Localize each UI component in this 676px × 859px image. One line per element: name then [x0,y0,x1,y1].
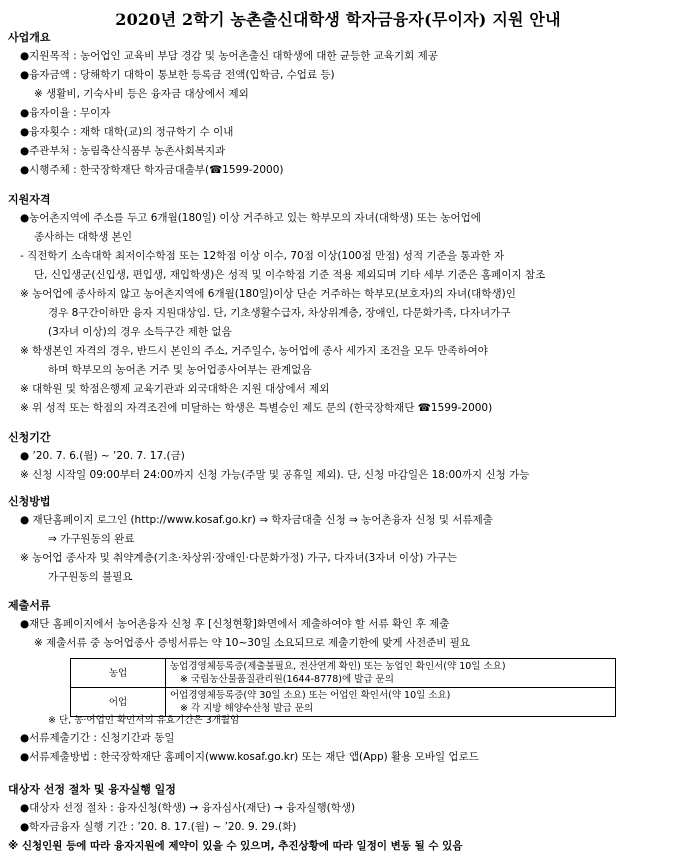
section-period [8,428,670,485]
method-note: ※ 농어업 종사자 및 취약계층(기초·차상위·장애인·다문화가정) 가구, 다자녀(3자녀 이상) 가구는 [20,552,458,564]
detail-note: ※ 각 지방 해양수산청 발급 문의 [180,703,314,714]
overview-line: ●융자금액 : 당해학기 대학이 통보한 등록금 전액(입학금, 수업료 등) [20,69,335,81]
eligibility-note: ※ 농어업에 종사하지 않고 농어촌지역에 6개월(180일)이상 단순 거주하는 학부모(보호자)의 자녀(대학생)인 [20,288,516,300]
schedule-heading: 대상자 선정 절차 및 융자실행 일정 [8,783,176,796]
method-heading: 신청방법 [8,495,51,508]
documents-line: ●서류제출방법 : 한국장학재단 홈페이지(www.kosaf.go.kr) 또는 재단 앱(App) 활용 모바일 업로드 [20,751,479,763]
table-row [71,659,616,688]
detail-line: 어업경영체등록증(약 30일 소요) 또는 어업인 확인서(약 10일 소요) [170,690,451,701]
method-line: ⇒ 가구원동의 완료 [48,533,135,545]
period-heading: 신청기간 [8,431,51,444]
schedule-line: ●대상자 선정 절차 : 융자신청(학생) → 융자심사(재단) → 융자실행(학생) [20,802,356,814]
detail-note: ※ 국립농산물품질관리원(1644-8778)에 발급 문의 [180,674,394,685]
overview-note: ※ 생활비, 기숙사비 등은 융자금 대상에서 제외 [34,88,249,100]
eligibility-criteria: 단, 신입생군(신입생, 편입생, 재입학생)은 성적 및 이수학점 기준 적용 제외되며 기타 세부 기준은 홈페이지 참조 [34,269,546,281]
section-documents-after [8,712,670,767]
table-cell-category: 어업 [71,688,166,717]
overview-line: ●지원목적 : 농어업인 교육비 부담 경감 및 농어촌출신 대학생에 대한 균등한 교육기회 제공 [20,50,438,62]
overview-line: ●융자횟수 : 재학 대학(교)의 정규학기 수 이내 [20,126,234,138]
eligibility-note: 하며 학부모의 농어촌 거주 및 농어업종사여부는 관계없음 [48,364,312,376]
page-title: 2020년 2학기 농촌출신대학생 학자금융자(무이자) 지원 안내 [115,10,561,29]
table-cell-category: 농업 [71,659,166,688]
eligibility-note: ※ 위 성적 또는 학점의 자격조건에 미달하는 학생은 특별승인 제도 문의 (한국장학재단 ☎1599-2000) [20,402,493,414]
detail-line: 농업경영체등록증(제출불필요, 전산연계 확인) 또는 농업인 확인서(약 10일 소요) [170,661,506,672]
documents-table [70,658,616,717]
overview-heading: 사업개요 [8,31,51,44]
documents-note: ※ 제출서류 중 농어업종사 증빙서류는 약 10~30일 소요되므로 제출기한에 맞게 사전준비 필요 [34,637,471,649]
eligibility-note: ※ 대학원 및 학점은행제 교육기관과 외국대학은 지원 대상에서 제외 [20,383,330,395]
period-line: ● ’20. 7. 6.(월) ~ ’20. 7. 17.(금) [20,450,185,462]
method-note: 가구원동의 불필요 [48,571,133,583]
eligibility-line: 종사하는 대학생 본인 [34,231,132,243]
method-line: ● 재단홈페이지 로그인 (http://www.kosaf.go.kr) ⇒ 학자금대출 신청 ⇒ 농어촌융자 신청 및 서류제출 [20,514,493,526]
documents-line: ●서류제출기간 : 신청기간과 동일 [20,732,175,744]
documents-validity-note: ※ 단, 농·어업인 확인서의 유효기간은 3개월임 [48,715,240,726]
overview-line: ●주관부처 : 농림축산식품부 농촌사회복지과 [20,145,226,157]
section-eligibility [8,190,670,418]
section-schedule [8,780,670,856]
section-method [8,492,670,587]
schedule-final-note: ※ 신청인원 등에 따라 융자지원에 제약이 있을 수 있으며, 추진상황에 따라 일정이 변동 될 수 있음 [8,840,463,852]
eligibility-criteria: - 직전학기 소속대학 최저이수학점 또는 12학점 이상 이수, 70점 이상(100점 만점) 성적 기준을 통과한 자 [20,250,505,262]
overview-line: ●융자이율 : 무이자 [20,107,111,119]
eligibility-note: 경우 8구간이하만 융자 지원대상임. 단, 기초생활수급자, 차상위계층, 장애인, 다문화가족, 다자녀가구 [48,307,511,319]
eligibility-note: ※ 학생본인 자격의 경우, 반드시 본인의 주소, 거주일수, 농어업에 종사 세가지 조건을 모두 만족하여야 [20,345,488,357]
table-cell-detail [166,659,616,688]
eligibility-note: (3자녀 이상)의 경우 소득구간 제한 없음 [48,326,232,338]
period-note: ※ 신청 시작일 09:00부터 24:00까지 신청 가능(주말 및 공휴일 제외). 단, 신청 마감일은 18:00까지 신청 가능 [20,469,530,481]
documents-heading: 제출서류 [8,599,51,612]
documents-line: ●재단 홈페이지에서 농어촌융자 신청 후 [신청현황]화면에서 제출하여야 할 서류 확인 후 제출 [20,618,450,630]
eligibility-heading: 지원자격 [8,193,51,206]
eligibility-line: ●농어촌지역에 주소를 두고 6개월(180일) 이상 거주하고 있는 학부모의 자녀(대학생) 또는 농어업에 [20,212,481,224]
overview-line: ●시행주체 : 한국장학재단 학자금대출부(☎1599-2000) [20,164,284,176]
section-documents [8,596,670,653]
schedule-line: ●학자금융자 실행 기간 : ’20. 8. 17.(월) ~ ’20. 9. 29.(화) [20,821,297,833]
section-overview [8,28,670,180]
